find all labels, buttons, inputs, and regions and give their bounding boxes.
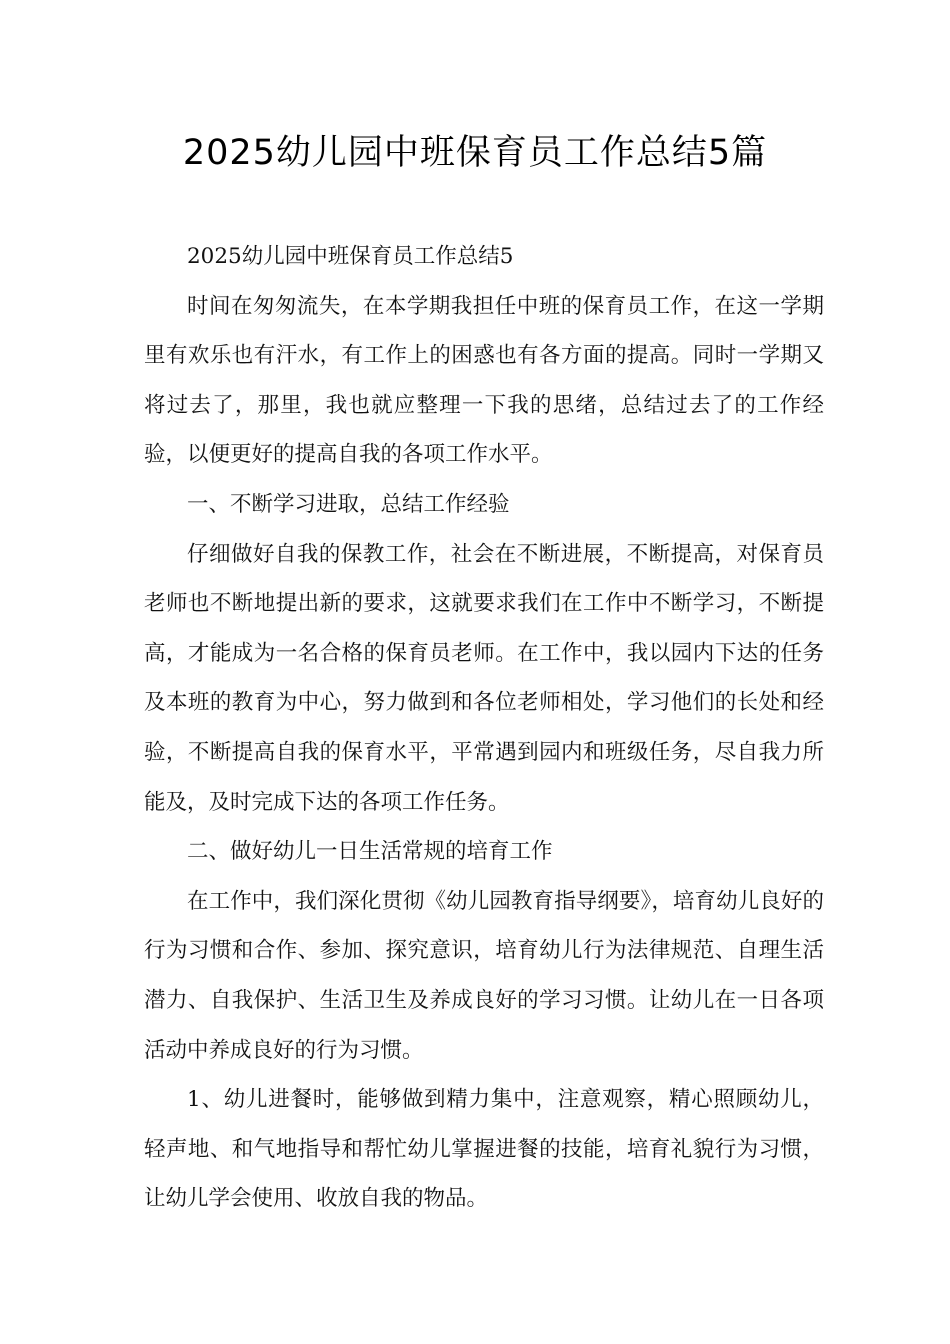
paragraph-item-1: 1、幼儿进餐时，能够做到精力集中，注意观察，精心照顾幼儿，轻声地、和气地指导和帮忙幼儿掌握进餐的技能，培育礼貌行为习惯，让幼儿学会使用、收放自我的物品。 <box>144 1087 824 1212</box>
document-body <box>144 232 824 1224</box>
document-title: 2025幼儿园中班保育员工作总结5篇 <box>182 133 768 173</box>
section-heading-1: 一、不断学习进取，总结工作经验 <box>187 491 510 517</box>
paragraph-subtitle: 2025幼儿园中班保育员工作总结5 <box>187 244 514 269</box>
paragraph-section-2: 在工作中，我们深化贯彻《幼儿园教育指导纲要》，培育幼儿良好的行为习惯和合作、参加、探究意识，培育幼儿行为法律规范、自理生活潜力、自我保护、生活卫生及养成良好的学习习惯。让幼儿在一日各项活动中养成良好的行为习惯。 <box>144 888 824 1063</box>
paragraph-intro: 时间在匆匆流失，在本学期我担任中班的保育员工作，在这一学期里有欢乐也有汗水，有工作上的困惑也有各方面的提高。同时一学期又将过去了，那里，我也就应整理一下我的思绪，总结过去了的工作经验，以便更好的提高自我的各项工作水平。 <box>144 293 824 468</box>
paragraph-section-1: 仔细做好自我的保教工作，社会在不断进展，不断提高，对保育员老师也不断地提出新的要求，这就要求我们在工作中不断学习，不断提高，才能成为一名合格的保育员老师。在工作中，我以园内下达的任务及本班的教育为中心，努力做到和各位老师相处，学习他们的长处和经验，不断提高自我的保育水平，平常遇到园内和班级任务，尽自我力所能及，及时完成下达的各项工作任务。 <box>144 541 824 815</box>
section-heading-2: 二、做好幼儿一日生活常规的培育工作 <box>187 839 553 865</box>
